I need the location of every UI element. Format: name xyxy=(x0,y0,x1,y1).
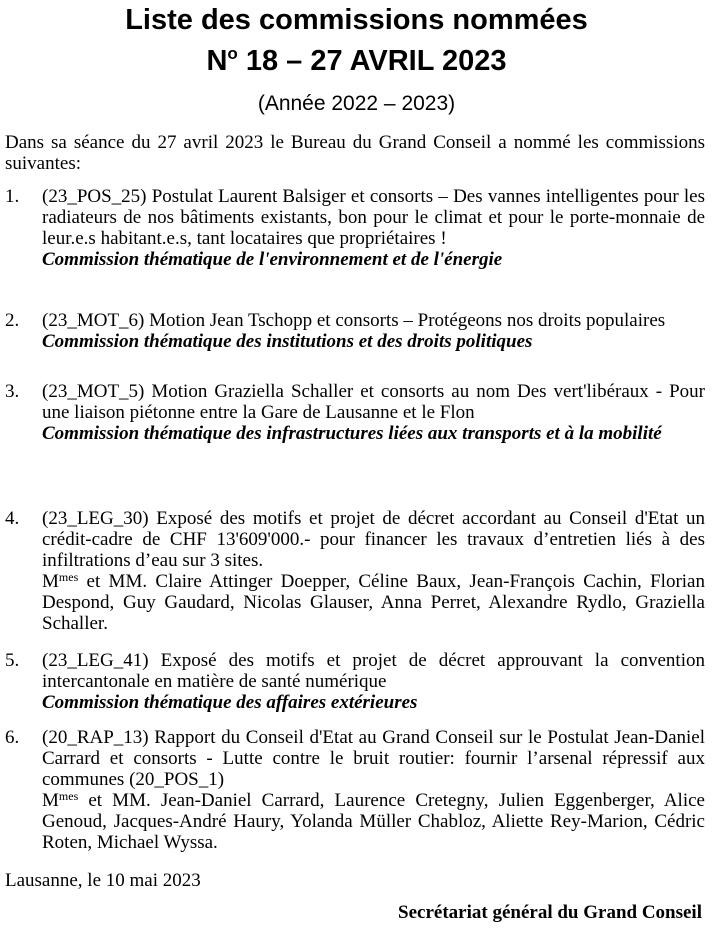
item-members xyxy=(42,790,705,853)
item-text: (23_MOT_6) Motion Jean Tschopp et consorts – Protégeons nos droits populaires xyxy=(42,310,666,331)
members-list: et MM. Jean-Daniel Carrard, Laurence Cretegny, Julien Eggenberger, Alice Genoud, Jacques-André Haury, Yolanda Müller Chabloz, Aliette Rey-Marion, Cédric Roten, Michael Wyssa. xyxy=(42,790,705,853)
number-prefix: N xyxy=(206,45,228,77)
item-number: 6. xyxy=(5,727,20,748)
members-superscript: mes xyxy=(58,570,79,584)
signature: Secrétariat général du Grand Conseil xyxy=(398,902,702,923)
item-text: (20_RAP_13) Rapport du Conseil d'Etat au Grand Conseil sur le Postulat Jean-Daniel Carrard et consorts - Lutte contre le bruit routier: fournir l’arsenal répressif aux communes (20_POS_1) xyxy=(42,727,705,790)
closing-place-date: Lausanne, le 10 mai 2023 xyxy=(5,870,201,891)
list-item xyxy=(5,310,705,352)
intro-paragraph: Dans sa séance du 27 avril 2023 le Bureau du Grand Conseil a nommé les commissions suivantes: xyxy=(5,132,705,174)
document-title: Liste des commissions nommées xyxy=(125,4,588,36)
members-prefix: M xyxy=(42,571,59,592)
item-text: (23_LEG_30) Exposé des motifs et projet de décret accordant au Conseil d'Etat un crédit-cadre de CHF 13'609'000.- pour financer les travaux d’entretien liés à des infiltrations d’eau sur 3 sites. xyxy=(42,508,705,571)
legislative-year: (Année 2022 – 2023) xyxy=(257,92,456,115)
members-prefix: M xyxy=(42,790,59,811)
list-item xyxy=(5,381,705,444)
item-commission: Commission thématique des institutions et des droits politiques xyxy=(42,331,533,352)
list-item xyxy=(5,650,705,713)
list-item xyxy=(5,186,705,270)
number-superscript: o xyxy=(227,44,238,63)
members-superscript: mes xyxy=(58,789,79,803)
item-members xyxy=(42,571,705,634)
item-number: 1. xyxy=(5,186,20,207)
item-text: (23_LEG_41) Exposé des motifs et projet de décret approuvant la convention intercantonale en matière de santé numérique xyxy=(42,650,705,692)
item-text: (23_MOT_5) Motion Graziella Schaller et consorts au nom Des vert'libéraux - Pour une liaison piétonne entre la Gare de Lausanne et le Flon xyxy=(42,381,705,423)
item-number: 2. xyxy=(5,310,20,331)
members-list: et MM. Claire Attinger Doepper, Céline Baux, Jean-François Cachin, Florian Despond, Guy Gaudard, Nicolas Glauser, Anna Perret, Alexandre Rydlo, Graziella Schaller. xyxy=(42,571,705,634)
list-item xyxy=(5,508,705,634)
item-commission: Commission thématique de l'environnement et de l'énergie xyxy=(42,249,503,270)
item-commission: Commission thématique des infrastructures liées aux transports et à la mobilité xyxy=(42,423,662,444)
document-number-date xyxy=(0,44,713,78)
item-number: 4. xyxy=(5,508,20,529)
list-item xyxy=(5,727,705,853)
item-text: (23_POS_25) Postulat Laurent Balsiger et consorts – Des vannes intelligentes pour les radiateurs de nos bâtiments existants, bon pour le climat et pour le porte-monnaie de leur.e.s habitant.e.s, tant locataires que propriétaires ! xyxy=(42,186,705,249)
item-number: 3. xyxy=(5,381,20,402)
number-date: 18 – 27 AVRIL 2023 xyxy=(237,45,507,77)
item-number: 5. xyxy=(5,650,20,671)
item-commission: Commission thématique des affaires extérieures xyxy=(42,692,418,713)
